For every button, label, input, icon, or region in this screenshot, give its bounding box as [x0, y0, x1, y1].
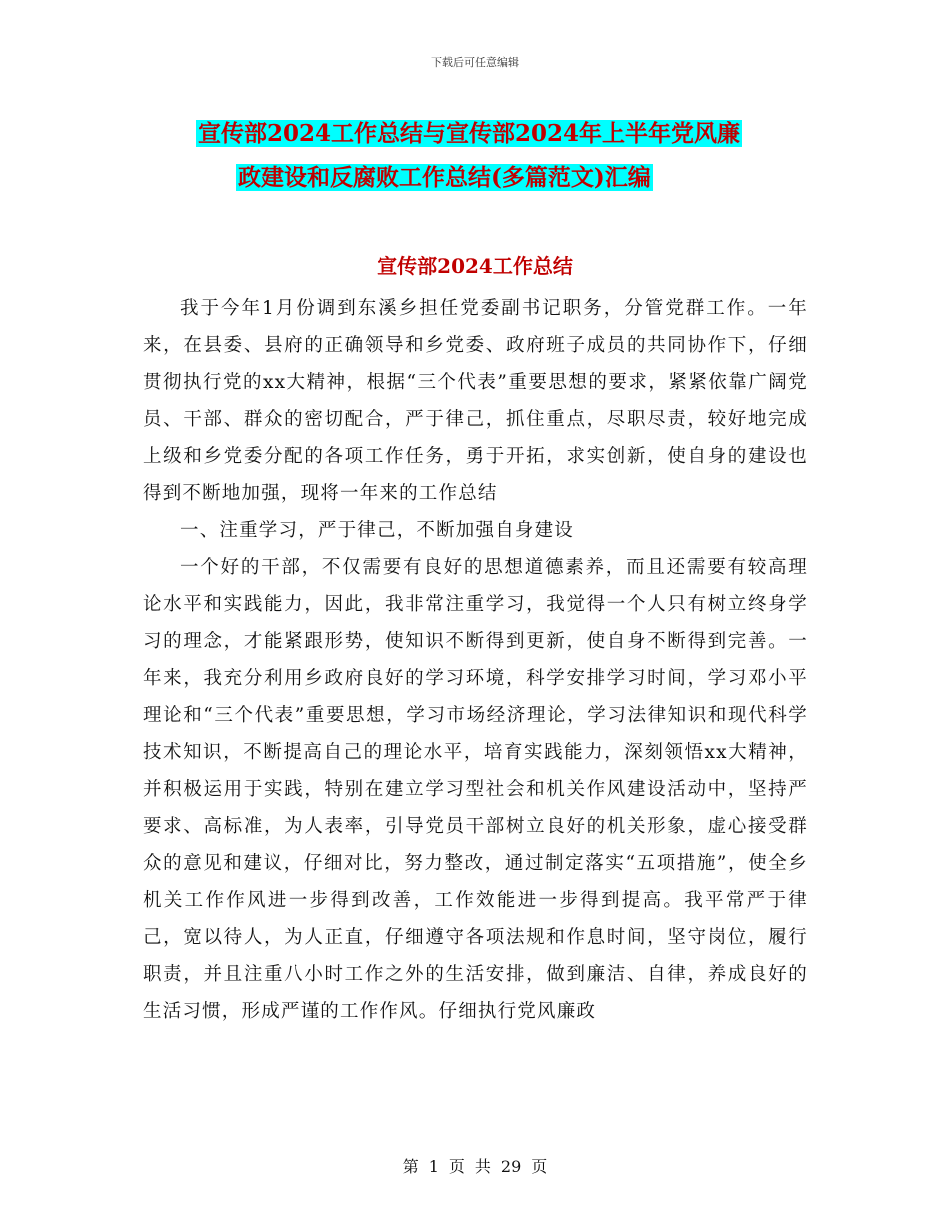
footer-di: 第	[402, 1157, 419, 1176]
footer-gong: 共	[474, 1157, 491, 1176]
total-pages: 29	[500, 1157, 522, 1176]
footer-ye: 页	[448, 1157, 465, 1176]
paragraph: 一个好的干部，不仅需要有良好的思想道德素养，而且还需要有较高理论水平和实践能力，因此，我非常注重学习，我觉得一个人只有树立终身学习的理念，才能紧跟形势，使知识不断得到更新，使自身不断得到完善。一年来，我充分利用乡政府良好的学习环境，科学安排学习时间，学习邓小平理论和“三个代表”重要思想，学习市场经济理论，学习法律知识和现代科学技术知识，不断提高自己的理论水平，培育实践能力，深刻领悟xx大精神，并积极运用于实践，特别在建立学习型社会和机关作风建设活动中，坚持严要求、高标准，为人表率，引导党员干部树立良好的机关形象，虚心接受群众的意见和建议，仔细对比，努力整改，通过制定落实“五项措施”，使全乡机关工作作风进一步得到改善，工作效能进一步得到提高。我平常严于律己，宽以待人，为人正直，仔细遵守各项法规和作息时间，坚守岗位，履行职责，并且注重八小时工作之外的生活安排，做到廉洁、自律，养成良好的生活习惯，形成严谨的工作作风。仔细执行党风廉政	[143, 557, 808, 1022]
paragraph: 一、注重学习，严于律己，不断加强自身建设	[180, 520, 575, 541]
document-title	[160, 112, 840, 200]
footer-ye-2: 页	[531, 1157, 548, 1176]
page-footer	[0, 1154, 950, 1177]
body-text	[143, 290, 808, 1030]
page-number: 1	[428, 1157, 439, 1176]
header-note: 下载后可任意编辑	[431, 56, 519, 69]
paragraph: 我于今年1月份调到东溪乡担任党委副书记职务，分管党群工作。一年来，在县委、县府的正确领导和乡党委、政府班子成员的共同协作下，仔细贯彻执行党的xx大精神，根据“三个代表”重要思想的要求，紧紧依靠广阔党员、干部、群众的密切配合，严于律己，抓住重点，尽职尽责，较好地完成上级和乡党委分配的各项工作任务，勇于开拓，求实创新，使自身的建设也得到不断地加强，现将一年来的工作总结	[143, 298, 808, 504]
title-line-2: 政建设和反腐败工作总结(多篇范文)汇编	[238, 164, 651, 191]
section-title: 宣传部2024工作总结	[377, 254, 573, 278]
title-line-1: 宣传部2024工作总结与宣传部2024年上半年党风廉	[198, 120, 741, 147]
